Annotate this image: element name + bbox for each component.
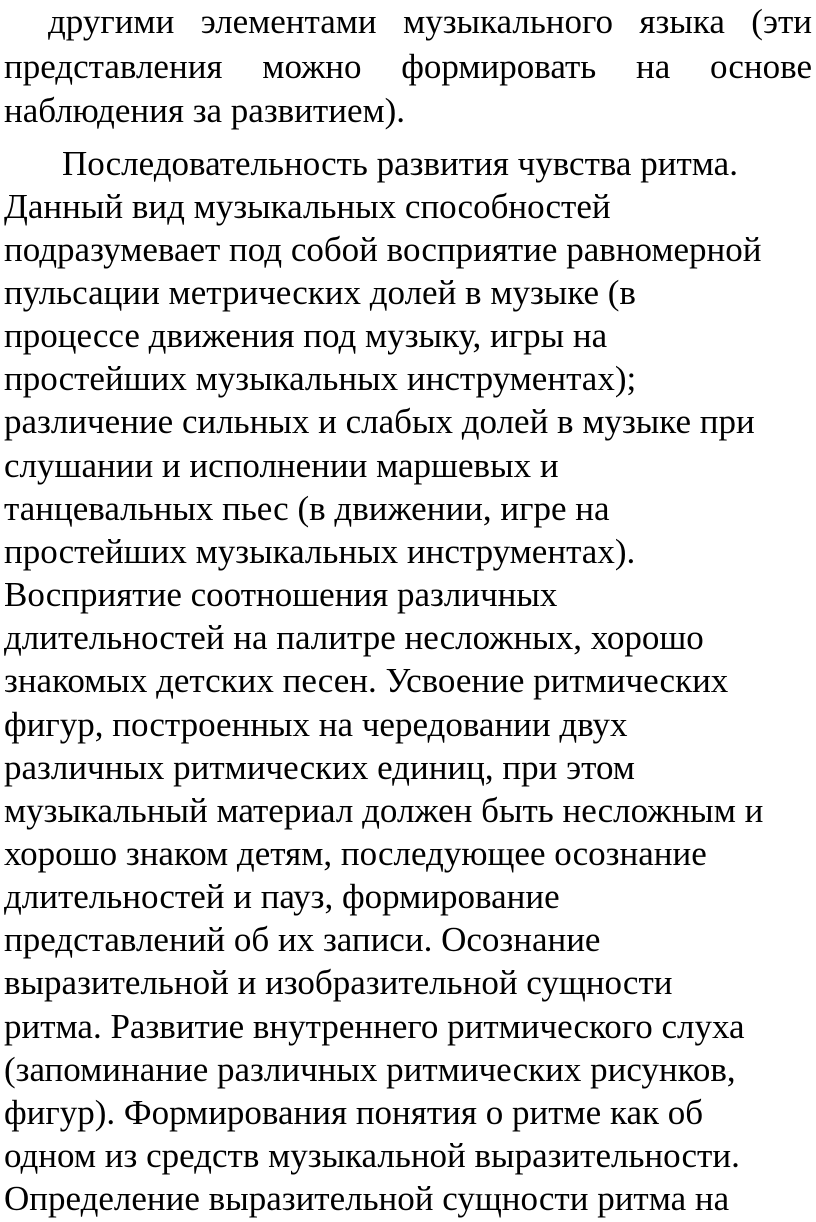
text-line: Восприятие соотношения различных xyxy=(4,575,558,615)
text-line: выразительной и изобразительной сущности xyxy=(4,963,673,1003)
text-line: другими элементами музыкального языка (эти xyxy=(48,2,812,41)
text-line: простейших музыкальных инструментах); xyxy=(4,359,637,399)
text-line: длительностей на палитре несложных, хорошо xyxy=(4,618,704,658)
text-line: Данный вид музыкальных способностей xyxy=(4,186,611,226)
paragraph-continuation xyxy=(4,0,812,134)
text-line: различение сильных и слабых долей в музыке при xyxy=(4,402,755,442)
text-line: слушании и исполнении маршевых и xyxy=(4,445,559,485)
text-line: процессе движения под музыку, игры на xyxy=(4,316,608,356)
text-line: ритма. Развитие внутреннего ритмического слуха xyxy=(4,1006,745,1046)
paragraph-rhythm-development xyxy=(4,142,812,1221)
text-line: простейших музыкальных инструментах). xyxy=(4,531,636,571)
text-line: знакомых детских песен. Усвоение ритмических xyxy=(4,661,729,701)
text-line: Последовательность развития чувства ритма. xyxy=(62,143,738,183)
text-line: различных ритмических единиц, при этом xyxy=(4,747,635,787)
text-line: подразумевает под собой восприятие равномерной xyxy=(4,229,762,269)
text-line: представлений об их записи. Осознание xyxy=(4,920,601,960)
text-line: Определение выразительной сущности ритма на xyxy=(4,1179,730,1219)
text-line: фигур, построенных на чередовании двух xyxy=(4,704,628,744)
text-line: фигур). Формирования понятия о ритме как об xyxy=(4,1092,704,1132)
document-page xyxy=(4,0,812,1220)
text-line: хорошо знаком детям, последующее осознание xyxy=(4,834,707,873)
text-line: одном из средств музыкальной выразительности. xyxy=(4,1136,740,1176)
text-line: наблюдения за развитием). xyxy=(4,91,406,130)
text-line: (запоминание различных ритмических рисунков, xyxy=(4,1049,736,1089)
text-line: длительностей и пауз, формирование xyxy=(4,877,560,917)
text-line: музыкальный материал должен быть несложным и xyxy=(4,790,764,830)
text-line: танцевальных пьес (в движении, игре на xyxy=(4,488,610,528)
text-line: представления можно формировать на основе xyxy=(4,46,812,86)
text-line: пульсации метрических долей в музыке (в xyxy=(4,272,636,312)
